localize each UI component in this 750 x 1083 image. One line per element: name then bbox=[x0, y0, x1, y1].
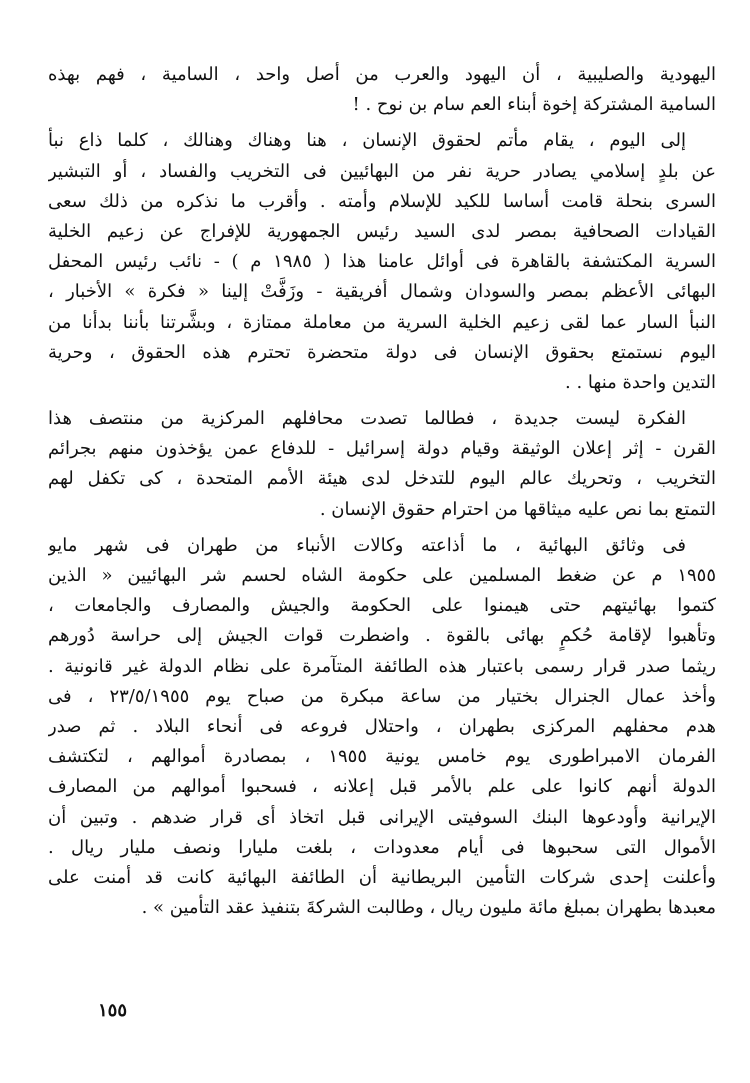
text-line: اليوم نستمتع بحقوق الإنسان فى دولة متحضرة تحترم هذه الحقوق ، وحرية bbox=[48, 341, 716, 363]
text-line: هدم محفلهم المركزى بطهران ، واحتلال فروعه فى أنحاء البلاد . ثم صدر bbox=[48, 715, 716, 737]
text-line: الدولة أنهم كانوا على علم بالأمر قبل إعلانه ، فسحبوا أموالهم من المصارف bbox=[48, 776, 716, 798]
paragraph-4 bbox=[48, 531, 716, 923]
text-line: التدين واحدة منها . . bbox=[565, 371, 716, 393]
text-line: البهائى الأعظم بمصر والسودان وشمال أفريقية - وزَفَّتْ إلينا « فكرة » الأخبار ، bbox=[48, 281, 716, 303]
text-line: السرية المكتشفة بالقاهرة فى أوائل عامنا هذا ( ١٩٨٥ م ) - نائب رئيس المحفل bbox=[48, 251, 716, 273]
text-line: اليهودية والصليبية ، أن اليهود والعرب من أصل واحد ، السامية ، فهم بهذه bbox=[48, 64, 716, 85]
text-line: وتأهبوا لإقامة حُكمٍ بهائى بالقوة . واضطرت قوات الجيش إلى حراسة دُورهم bbox=[48, 625, 716, 647]
text-line: السامية المشتركة إخوة أبناء العم سام بن نوح . ! bbox=[352, 94, 716, 116]
paragraph-3 bbox=[48, 404, 716, 525]
text-line: الإيرانية وأودعوها البنك السوفيتى الإيرانى قبل اتخاذ أى قرار ضدهم . وتبين أن bbox=[48, 806, 716, 828]
text-line: عن بلدٍ إسلامي يصادر حرية نفر من البهائيين فى التخريب والفساد ، أو التبشير bbox=[48, 160, 716, 182]
text-line: فى وثائق البهائية ، ما أذاعته وكالات الأنباء من طهران فى شهر مايو bbox=[48, 534, 686, 556]
text-line: وأخذ عمال الجنرال بختيار من ساعة مبكرة من صباح يوم ٢٣/٥/١٩٥٥ ، فى bbox=[48, 685, 716, 707]
paragraph-1 bbox=[48, 60, 716, 120]
text-line: معبدها بطهران بمبلغ مائة مليون ريال ، وطالبت الشركةَ بتنفيذ عقد التأمين » . bbox=[141, 897, 716, 919]
text-line: الأموال التى سحبوها فى أيام معدودات ، بلغت مليارا ونصف مليار ريال . bbox=[48, 836, 716, 858]
text-line: القيادات الصحافية بمصر لدى السيد رئيس الجمهورية للإفراج عن زعيم الخلية bbox=[48, 220, 716, 242]
text-line: الفكرة ليست جديدة ، فطالما تصدت محافلهم المركزية من منتصف هذا bbox=[48, 408, 686, 430]
text-line: ١٩٥٥ م عن ضغط المسلمين على حكومة الشاه لحسم شر البهائيين « الذين bbox=[48, 565, 716, 586]
body-text bbox=[48, 60, 716, 923]
text-line: وأعلنت إحدى شركات التأمين البريطانية أن الطائفة البهائية كانت قد أمنت على bbox=[48, 866, 716, 888]
text-line: إلى اليوم ، يقام مأتم لحقوق الإنسان ، هنا وهناك وهنالك ، كلما ذاع نبأ bbox=[48, 130, 686, 152]
text-line: الفرمان الامبراطورى يوم خامس يونية ١٩٥٥ ، بمصادرة أموالهم ، لتكتشف bbox=[48, 746, 716, 768]
page-number: ١٥٥ bbox=[98, 1000, 128, 1021]
text-line: ريثما صدر قرار رسمى باعتبار هذه الطائفة المتآمرة على نظام الدولة غير قانونية . bbox=[48, 655, 716, 677]
text-line: القرن - إثر إعلان الوثيقة وقيام دولة إسرائيل - للدفاع عمن يؤخذون منهم بجرائم bbox=[48, 438, 716, 460]
text-line: كتموا بهائيتهم حتى هيمنوا على الحكومة والجيش والمصارف والجامعات ، bbox=[48, 595, 716, 617]
text-line: السرى بنحلة قامت أساسا للكيد للإسلام وأمته . وأقرب ما نذكره من ذلك سعى bbox=[48, 190, 716, 212]
text-line: النبأ السار عما لقى زعيم الخلية السرية من معاملة ممتازة ، وبشَّرتنا بأننا بدأنا من bbox=[48, 311, 716, 333]
paragraph-2 bbox=[48, 126, 716, 398]
text-line: التمتع بما نص عليه ميثاقها من احترام حقوق الإنسان . bbox=[319, 498, 716, 520]
text-line: التخريب ، وتحريك عالم اليوم للتدخل لدى هيئة الأمم المتحدة ، كى تكفل لهم bbox=[48, 468, 716, 490]
